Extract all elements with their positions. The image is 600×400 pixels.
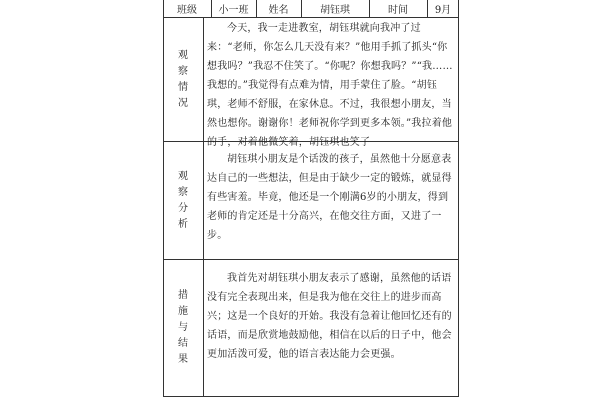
class-label: 班级 xyxy=(177,5,197,16)
header-col-divider xyxy=(369,0,370,17)
label-char: 措 xyxy=(178,290,188,301)
analysis-text: 胡钰琪小朋友是个话泼的孩子，虽然他十分愿意表达自己的一些想法，但是由于缺少一定的锻炼，就显得有些害羞。毕竟，他还是一个刚满6岁的小朋友，得到老师的肯定还是十分高兴，在他交往方面，又进了一步。 xyxy=(207,154,452,241)
header-col-divider xyxy=(211,0,212,17)
section-divider-2 xyxy=(163,259,459,260)
name-label: 姓名 xyxy=(268,5,289,16)
time-value: 9月 xyxy=(434,5,452,16)
header-col-divider xyxy=(256,0,257,17)
label-char: 察 xyxy=(178,186,188,198)
label-char: 观 xyxy=(178,49,188,61)
label-char: 施 xyxy=(178,306,188,317)
section-label-observation xyxy=(163,18,203,141)
measures-text: 我首先对胡钰琪小朋友表示了感谢，虽然他的话语没有完全表现出来，但是我为他在交往上的进步而高兴；这是一个良好的开始。我没有急着让他回忆还有的话语，而是欣赏地鼓励他，相信在以后的日子中，他会更加活泼可爱，他的语言表达能力会更强。 xyxy=(207,273,452,360)
header-divider xyxy=(163,17,459,18)
label-column-divider xyxy=(203,18,204,396)
label-char: 与 xyxy=(178,322,188,333)
label-char: 察 xyxy=(178,65,188,77)
label-char: 析 xyxy=(178,218,188,230)
label-char: 分 xyxy=(178,202,188,214)
label-char: 况 xyxy=(178,97,188,109)
time-label: 时间 xyxy=(388,5,408,16)
name-value: 胡钰琪 xyxy=(320,5,350,16)
header-col-divider xyxy=(427,0,428,17)
table-border-right xyxy=(458,0,459,396)
label-char: 情 xyxy=(178,81,188,93)
class-value: 小一班 xyxy=(218,5,249,16)
table-border-bottom xyxy=(163,396,459,397)
label-char: 果 xyxy=(178,354,188,365)
header-col-divider xyxy=(301,0,302,17)
label-char: 观 xyxy=(178,170,188,182)
section-label-analysis xyxy=(163,142,203,259)
label-char: 结 xyxy=(178,338,188,349)
observation-text: 今天，我一走进教室，胡钰琪就向我冲了过来：“老师，你怎么几天没有来？”他用手抓了抓头“你想我吗？”我忍不住笑了。“你呢？你想我吗？”“我……我想的。”我觉得有点难为情，用手蒙住了脸。“胡钰琪，老师不舒服，在家休息。不过，我很想小朋友，当然也想你。谢谢你！老师祝你学到更多本领。”我拉着他的手，对着他微笑着，胡钰琪也笑了 xyxy=(207,23,453,148)
section-label-measures xyxy=(163,260,203,396)
